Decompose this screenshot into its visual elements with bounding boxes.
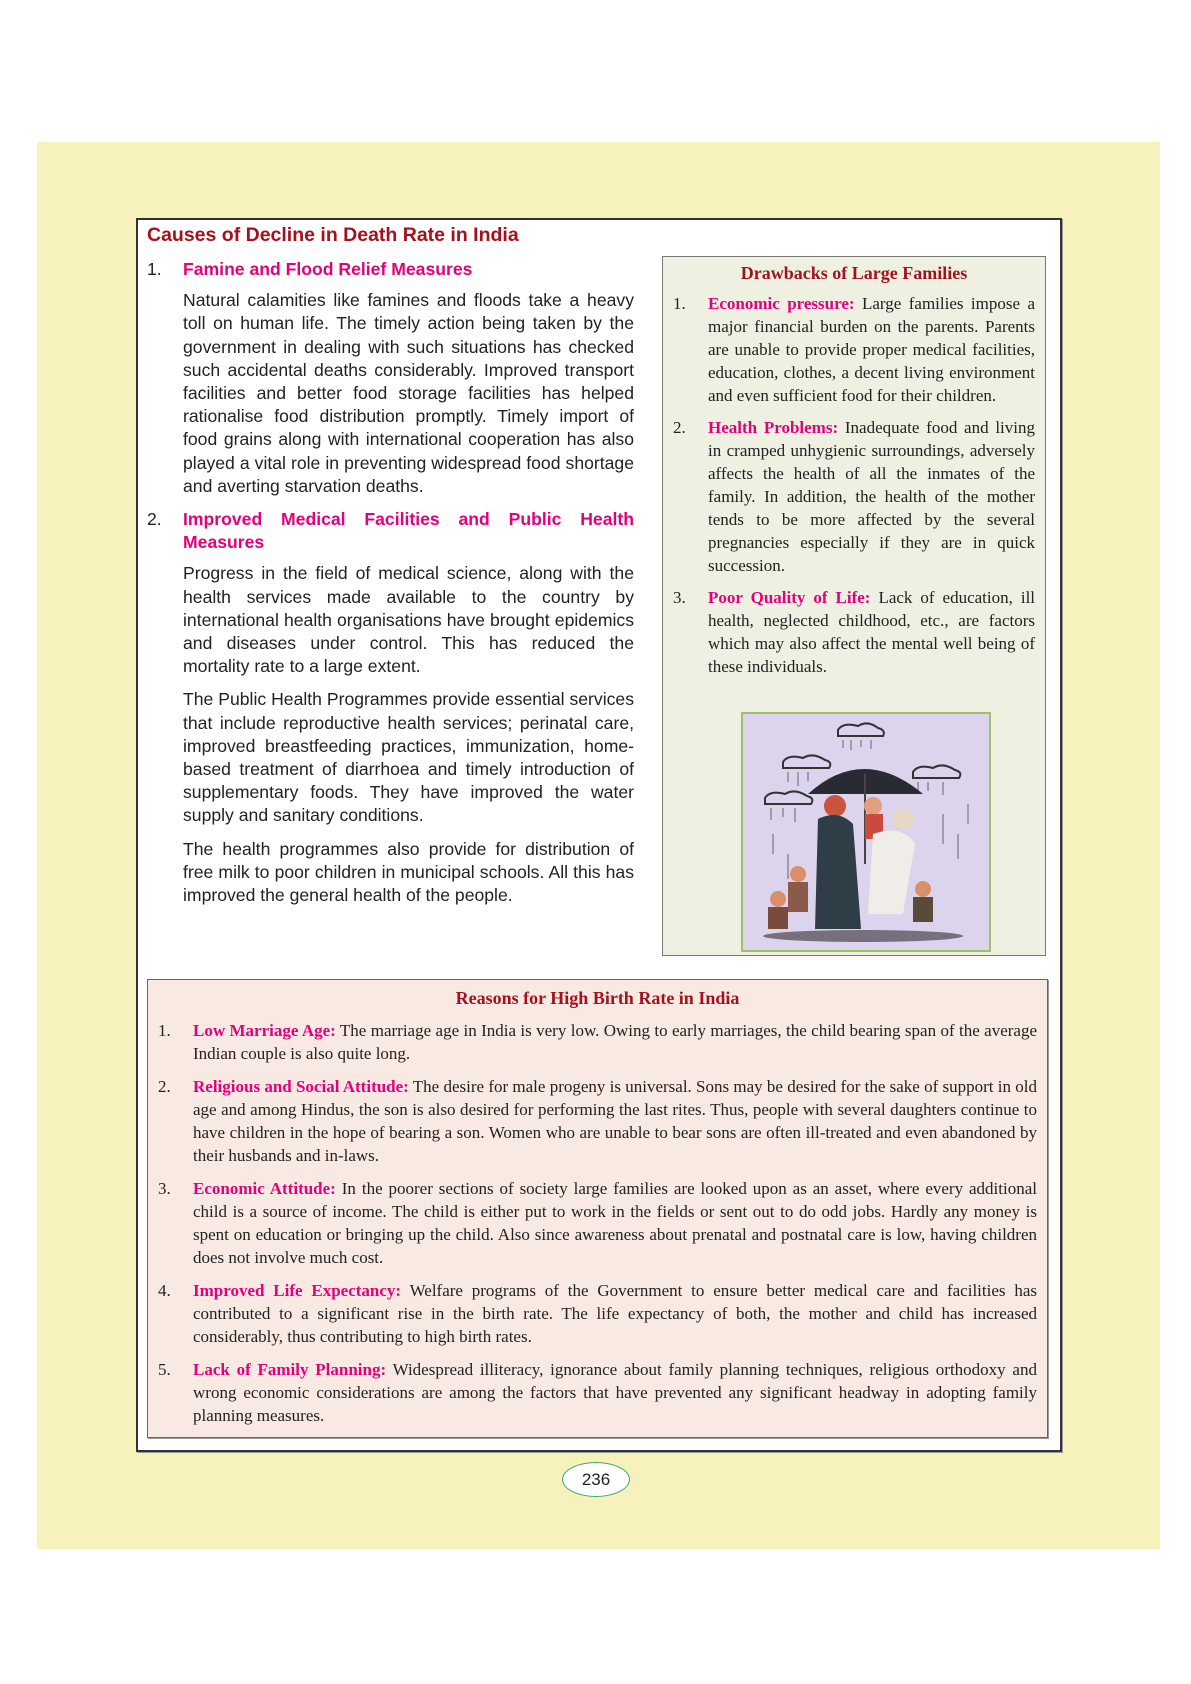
item-number: 2. (158, 1077, 171, 1096)
item-number: 2. (673, 418, 686, 437)
page-number: 236 (562, 1462, 630, 1497)
paragraph: The Public Health Programmes provide essential services that include reproductive health services; perinatal care, improved breastfeeding practices, immunization, home-based treatment of diarrhoea and timely introduction of supplementary foods. They have improved the water supply and sanitary conditions. (183, 689, 634, 826)
item-number: 5. (158, 1360, 171, 1379)
item-text: Widespread illiteracy, ignorance about family planning techniques, religious orthodoxy and wrong economic considerations are among the factors that have prevented any significant headway in adopting family planning measures. (193, 1360, 1037, 1425)
item-text: Inadequate food and living in cramped unhygienic surroundings, adversely affects the health of all the inmates of the family. In addition, the health of the mother tends to be more affected by the several pregnancies especially if they are in quick succession. (708, 418, 1035, 575)
list-item (158, 1279, 1037, 1348)
list-item (147, 258, 634, 281)
list-item (673, 416, 1035, 577)
list-item (158, 1358, 1037, 1427)
item-text: Large families impose a major financial burden on the parents. Parents are unable to provide proper medical facilities, education, clothes, a decent living environment and even sufficient food for their children. (708, 294, 1035, 405)
item-text: The marriage age in India is very low. Owing to early marriages, the child bearing span of the average Indian couple is also quite long. (193, 1021, 1037, 1063)
family-in-rain-illustration (741, 712, 991, 952)
list-item (673, 292, 1035, 407)
item-heading: Lack of Family Planning: (193, 1360, 387, 1379)
paragraph: Progress in the field of medical science, along with the health services made available to the country by international health organisations have brought epidemics and diseases under control. This has reduced the mortality rate to a large extent. (183, 563, 634, 677)
item-heading: Improved Life Expectancy: (193, 1281, 402, 1300)
item-heading: Low Marriage Age: (193, 1021, 336, 1040)
item-text: In the poorer sections of society large families are looked upon as an asset, where every additional child is a source of income. The child is either put to work in the fields or sent out to do odd jobs. Hardly any money is spent on education or bringing up the child. Also since awareness about prenatal and postnatal care is low, having children does not involve much cost. (193, 1179, 1037, 1267)
item-number: 3. (158, 1179, 171, 1198)
item-text: Welfare programs of the Government to ensure better medical care and facilities has contributed to a significant rise in the birth rate. The life expectancy of both, the mother and child has increased considerably, thus contributing to high birth rates. (193, 1281, 1037, 1346)
death-rate-causes (147, 258, 634, 917)
item-number: 1. (147, 259, 162, 279)
birth-rate-box (147, 979, 1048, 1438)
item-number: 1. (673, 294, 686, 313)
paragraph: Natural calamities like famines and floods take a heavy toll on human life. The timely action being taken by the government in dealing with such situations has checked such accidental deaths considerably. Improved transport facilities and better food storage facilities has helped rationalise food distribution promptly. Timely import of food grains along with international cooperation has also played a vital role in preventing widespread food shortage and averting starvation deaths. (183, 290, 634, 496)
list-item (158, 1019, 1037, 1065)
item-number: 3. (673, 588, 686, 607)
item-text: The desire for male progeny is universal. Sons may be desired for the sake of support in old age and among Hindus, the son is also desired for performing the last rites. Thus, people with several daughters continue to have children in the hope of bearing a son. Women who are unable to bear sons are often ill-treated and even abandoned by their husbands and in-laws. (193, 1077, 1037, 1165)
item-heading: Health Problems: (708, 418, 839, 437)
item-heading: Religious and Social Attitude: (193, 1077, 409, 1096)
item-heading: Poor Quality of Life: (708, 588, 871, 607)
item-heading: Economic pressure: (708, 294, 855, 313)
section-title: Causes of Decline in Death Rate in India (147, 224, 519, 246)
item-number: 4. (158, 1281, 171, 1300)
item-number: 1. (158, 1021, 171, 1040)
item-number: 2. (147, 509, 162, 530)
list-item (158, 1075, 1037, 1167)
item-heading: Famine and Flood Relief Measures (183, 259, 473, 279)
box-title: Reasons for High Birth Rate in India (455, 988, 740, 1008)
list-item (158, 1177, 1037, 1269)
box-title: Drawbacks of Large Families (740, 263, 968, 283)
paragraph: The health programmes also provide for distribution of free milk to poor children in municipal schools. All this has improved the general health of the people. (183, 838, 634, 906)
item-text: Lack of education, ill health, neglected childhood, etc., are factors which may also affect the mental well being of these individuals. (708, 588, 1036, 676)
item-heading: Economic Attitude: (193, 1179, 336, 1198)
list-item (673, 586, 1035, 678)
item-heading: Improved Medical Facilities and Public Health Measures (183, 509, 634, 553)
list-item (147, 508, 634, 554)
